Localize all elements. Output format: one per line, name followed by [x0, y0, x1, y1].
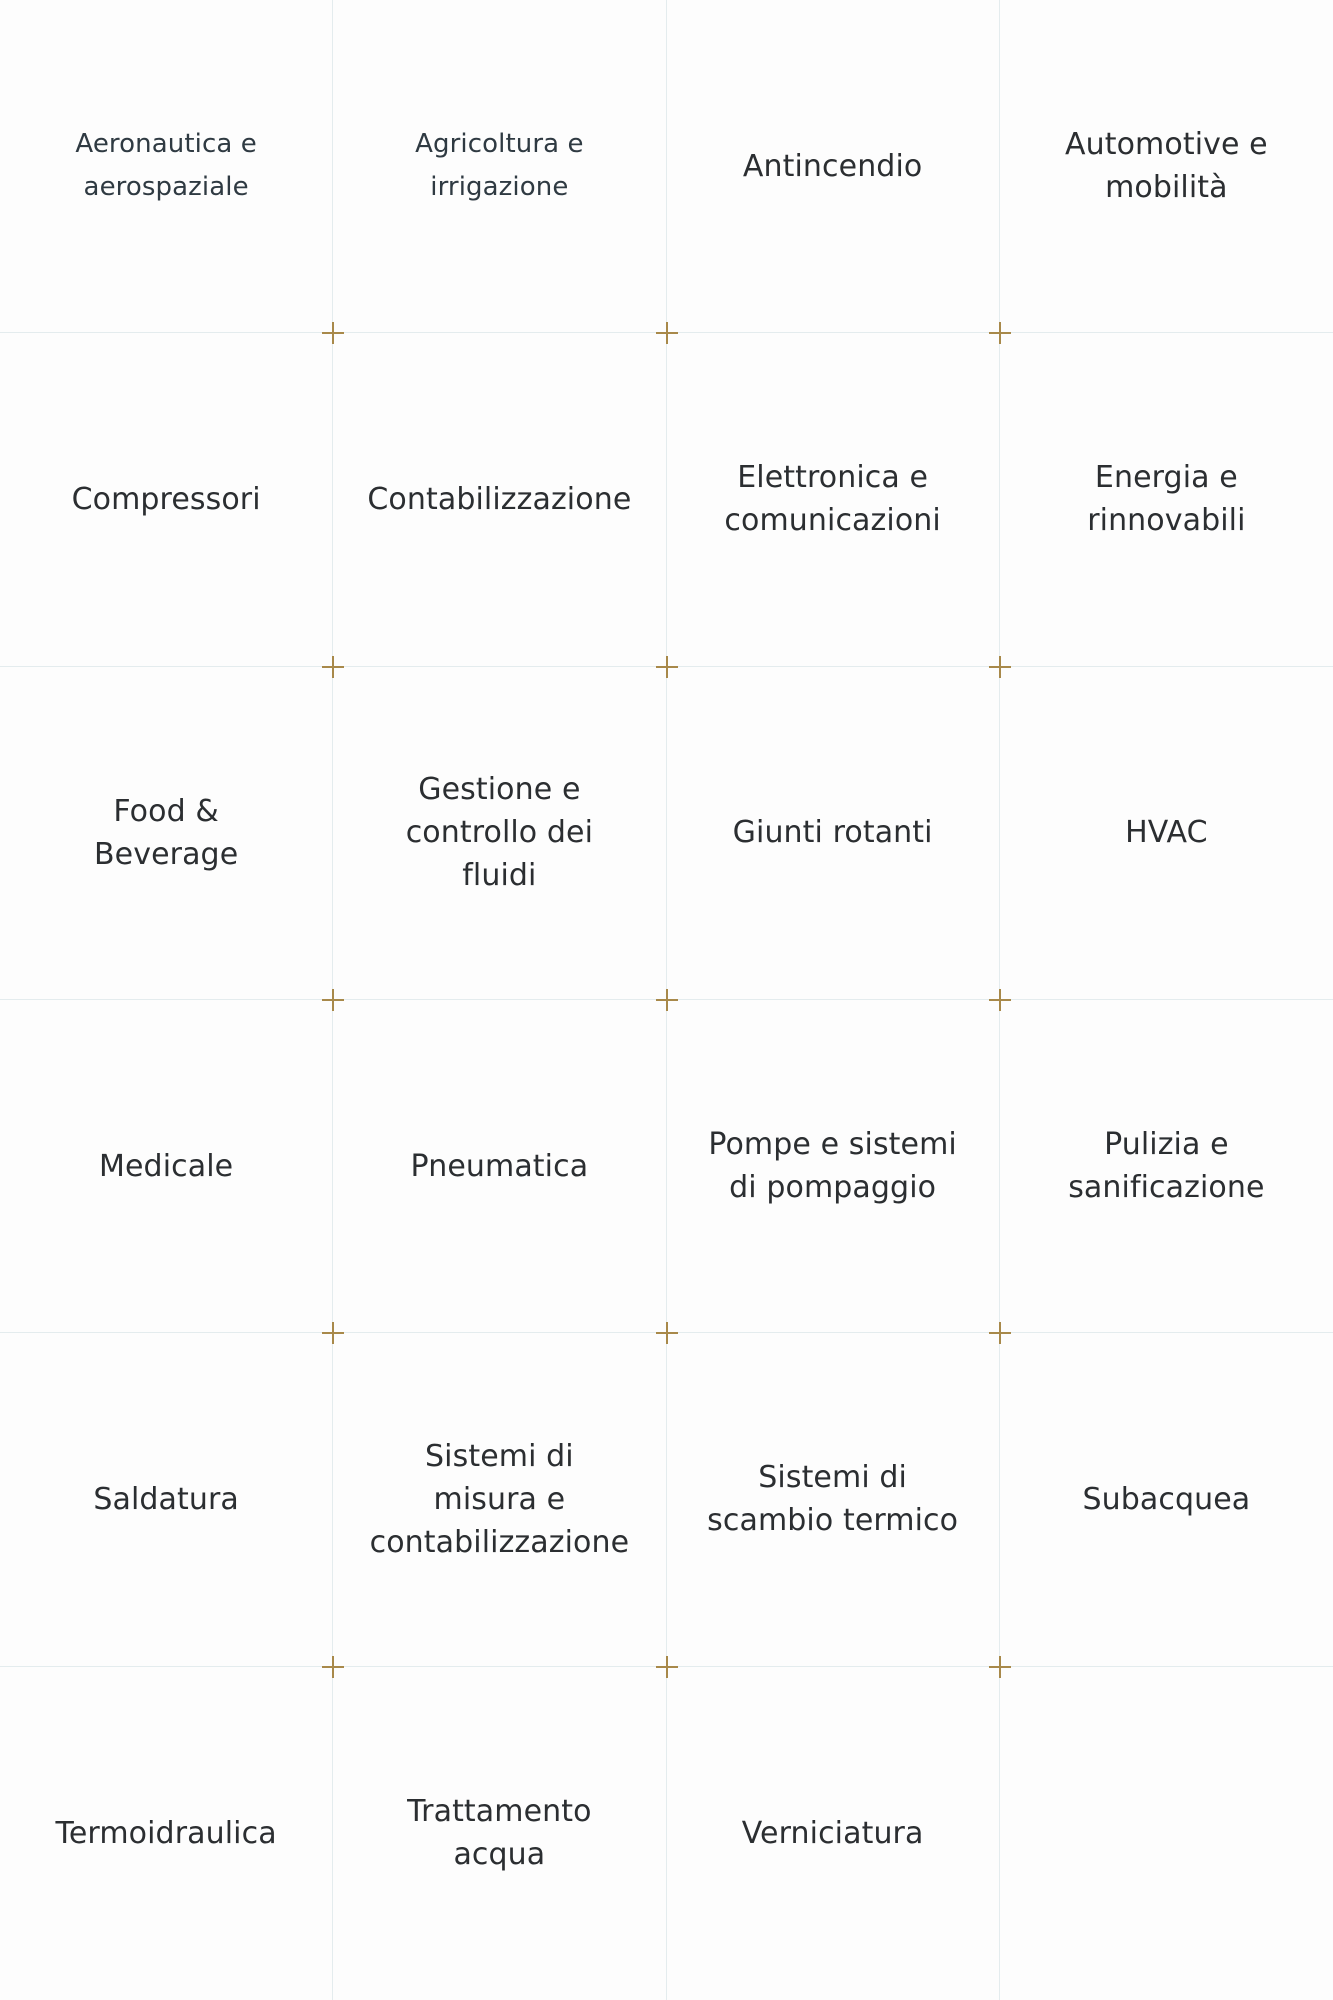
plus-cross-icon: [322, 1322, 344, 1344]
sector-tile-antincendio[interactable]: [667, 0, 1000, 333]
sector-tile-termoidraulica[interactable]: [0, 1667, 333, 2000]
sector-tile-sistemi-misura[interactable]: [333, 1333, 666, 1666]
sector-label: Saldatura: [93, 1481, 239, 1517]
sector-label: Compressori: [71, 481, 261, 517]
sector-label: Termoidraulica: [55, 1815, 277, 1851]
plus-cross-icon: [989, 1656, 1011, 1678]
sector-label: Pneumatica: [410, 1148, 589, 1184]
sector-label: Antincendio: [742, 148, 923, 184]
plus-cross-icon: [322, 322, 344, 344]
sector-tile-pompe[interactable]: [667, 1000, 1000, 1333]
sector-tile-giunti-rotanti[interactable]: [667, 667, 1000, 1000]
sector-tile-trattamento-acqua[interactable]: [333, 1667, 666, 2000]
sector-label: Sistemi di misura e contabilizzazione: [369, 1438, 630, 1560]
plus-cross-icon: [322, 989, 344, 1011]
sector-label: Agricoltura e irrigazione: [415, 129, 584, 203]
sector-label: Sistemi di scambio termico: [707, 1460, 959, 1539]
plus-cross-icon: [989, 989, 1011, 1011]
sector-label: Energia e rinnovabili: [1087, 460, 1246, 539]
sector-label: Pompe e sistemi di pompaggio: [708, 1127, 957, 1206]
sector-label: Food & Beverage: [93, 793, 239, 872]
sector-tile-pulizia[interactable]: [1000, 1000, 1333, 1333]
sector-tile-automotive[interactable]: [1000, 0, 1333, 333]
plus-cross-icon: [989, 322, 1011, 344]
sector-tile-elettronica[interactable]: [667, 333, 1000, 666]
sector-tile-subacquea[interactable]: [1000, 1333, 1333, 1666]
plus-cross-icon: [656, 1322, 678, 1344]
sector-tile-scambio-termico[interactable]: [667, 1333, 1000, 1666]
plus-cross-icon: [656, 322, 678, 344]
plus-cross-icon: [989, 1322, 1011, 1344]
sector-label: Pulizia e sanificazione: [1068, 1127, 1265, 1206]
sector-label: Subacquea: [1082, 1481, 1251, 1517]
sector-label: Automotive e mobilità: [1065, 127, 1268, 206]
sector-tile-gestione-fluidi[interactable]: [333, 667, 666, 1000]
sector-label: Contabilizzazione: [367, 481, 632, 517]
sector-label: Gestione e controllo dei fluidi: [405, 772, 594, 894]
sector-tile-hvac[interactable]: [1000, 667, 1333, 1000]
sector-tile-pneumatica[interactable]: [333, 1000, 666, 1333]
sector-tile-contabilizzazione[interactable]: [333, 333, 666, 666]
sector-label: Trattamento acqua: [407, 1794, 592, 1873]
plus-cross-icon: [989, 656, 1011, 678]
plus-cross-icon: [656, 989, 678, 1011]
sector-label: Aeronautica e aerospaziale: [75, 129, 257, 203]
plus-cross-icon: [322, 1656, 344, 1678]
plus-cross-icon: [656, 656, 678, 678]
sector-tile-aeronautica[interactable]: [0, 0, 333, 333]
sector-label: Medicale: [99, 1148, 234, 1184]
sector-tile-verniciatura[interactable]: [667, 1667, 1000, 2000]
sector-tile-medicale[interactable]: [0, 1000, 333, 1333]
plus-cross-icon: [322, 656, 344, 678]
sector-label: Verniciatura: [741, 1815, 924, 1851]
sector-label: HVAC: [1125, 815, 1208, 851]
sector-tile-saldatura[interactable]: [0, 1333, 333, 1666]
sector-tile-energia[interactable]: [1000, 333, 1333, 666]
empty-tile: [1000, 1667, 1333, 2000]
sector-label: Giunti rotanti: [732, 815, 933, 851]
sector-tile-agricoltura[interactable]: [333, 0, 666, 333]
sector-tile-food-beverage[interactable]: [0, 667, 333, 1000]
sector-label: Elettronica e comunicazioni: [724, 460, 941, 539]
plus-cross-icon: [656, 1656, 678, 1678]
sector-tile-compressori[interactable]: [0, 333, 333, 666]
